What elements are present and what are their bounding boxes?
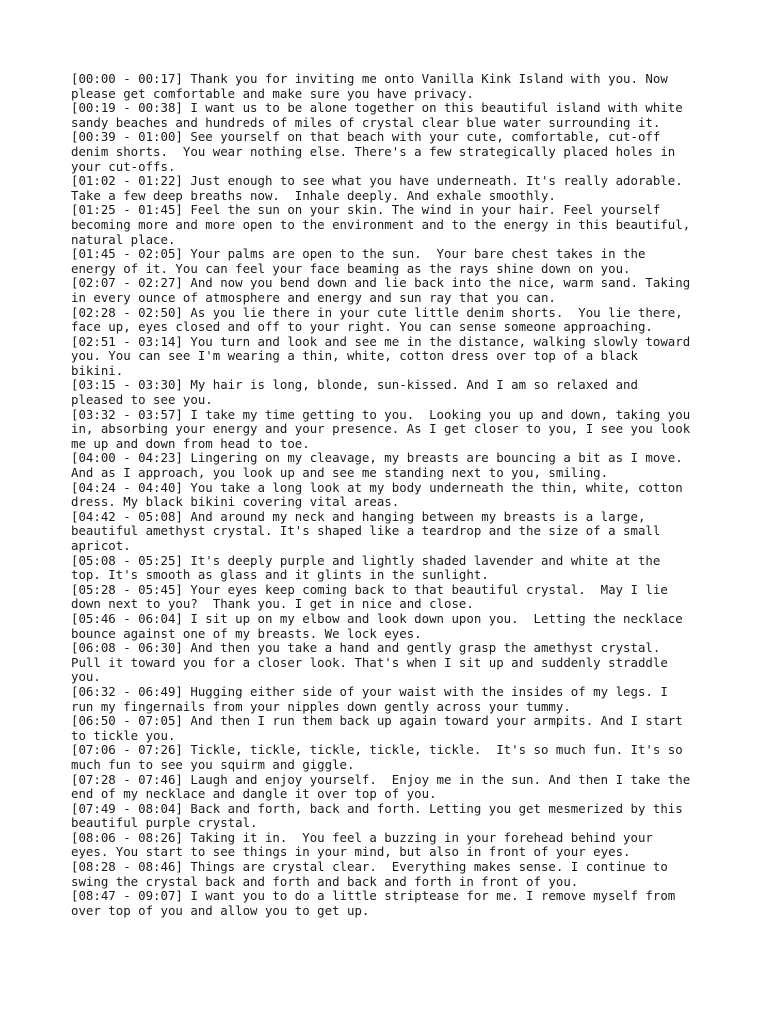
transcript-line: [01:02 - 01:22] Just enough to see what you have underneath. It's really adorable. <box>71 173 683 189</box>
transcript-line: [00:19 - 00:38] I want us to be alone together on this beautiful island with white <box>71 100 683 116</box>
transcript-line: And as I approach, you look up and see me standing next to you, smiling. <box>71 465 609 481</box>
transcript-line: sandy beaches and hundreds of miles of crystal clear blue water surrounding it. <box>71 114 661 130</box>
transcript-line: over top of you and allow you to get up. <box>71 902 370 918</box>
transcript-line: bounce against one of my breasts. We lock eyes. <box>71 625 422 641</box>
transcript-line: down next to you? Thank you. I get in nice and close. <box>71 596 474 612</box>
transcript-line: beautiful amethyst crystal. It's shaped like a teardrop and the size of a small <box>71 523 661 539</box>
transcript-text <box>71 72 711 918</box>
transcript-line: [04:00 - 04:23] Lingering on my cleavage, my breasts are bouncing a bit as I move. <box>71 450 683 466</box>
transcript-line: [05:28 - 05:45] Your eyes keep coming back to that beautiful crystal. May I lie <box>71 581 668 597</box>
transcript-line: energy of it. You can feel your face beaming as the rays shine down on you. <box>71 260 631 276</box>
transcript-line: [02:28 - 02:50] As you lie there in your cute little denim shorts. You lie there, <box>71 304 683 320</box>
transcript-line: to tickle you. <box>71 727 176 743</box>
transcript-line: [04:42 - 05:08] And around my neck and hanging between my breasts is a large, <box>71 508 646 524</box>
transcript-line: you. You can see I'm wearing a thin, white, cotton dress over top of a black <box>71 348 638 364</box>
transcript-line: apricot. <box>71 538 131 553</box>
transcript-line: [06:32 - 06:49] Hugging either side of your waist with the insides of my legs. I <box>71 683 668 699</box>
transcript-line: top. It's smooth as glass and it glints in the sunlight. <box>71 567 489 583</box>
transcript-line: [07:49 - 08:04] Back and forth, back and forth. Letting you get mesmerized by this <box>71 800 683 816</box>
transcript-line: [06:08 - 06:30] And then you take a hand and gently grasp the amethyst crystal. <box>71 640 661 656</box>
transcript-line: me up and down from head to toe. <box>71 435 310 451</box>
transcript-line: Take a few deep breaths now. Inhale deeply. And exhale smoothly. <box>71 187 556 203</box>
transcript-line: denim shorts. You wear nothing else. There's a few strategically placed holes in <box>71 143 676 159</box>
transcript-line: [00:39 - 01:00] See yourself on that beach with your cute, comfortable, cut-off <box>71 129 661 145</box>
transcript-line: pleased to see you. <box>71 392 213 408</box>
transcript-line: [01:45 - 02:05] Your palms are open to the sun. Your bare chest takes in the <box>71 246 646 262</box>
transcript-line: dress. My black bikini covering vital areas. <box>71 494 400 510</box>
transcript-line: in, absorbing your energy and your presence. As I get closer to you, I see you look <box>71 421 691 437</box>
transcript-line: in every ounce of atmosphere and energy and sun ray that you can. <box>71 289 556 305</box>
transcript-line: much fun to see you squirm and giggle. <box>71 756 355 772</box>
transcript-line: [04:24 - 04:40] You take a long look at my body underneath the thin, white, cotton <box>71 479 683 495</box>
transcript-line: end of my necklace and dangle it over top of you. <box>71 786 437 802</box>
transcript-line: bikini. <box>71 362 124 378</box>
transcript-line: run my fingernails from your nipples down gently across your tummy. <box>71 698 571 714</box>
transcript-line: eyes. You start to see things in your mind, but also in front of your eyes. <box>71 844 631 860</box>
transcript-line: please get comfortable and make sure you have privacy. <box>71 85 474 101</box>
transcript-line: becoming more and more open to the environment and to the energy in this beautiful, <box>71 216 691 232</box>
transcript-line: [02:07 - 02:27] And now you bend down and lie back into the nice, warm sand. Taking <box>71 275 691 291</box>
transcript-line: [08:28 - 08:46] Things are crystal clear. Everything makes sense. I continue to <box>71 859 668 875</box>
transcript-line: [07:06 - 07:26] Tickle, tickle, tickle, tickle, tickle. It's so much fun. It's so <box>71 742 683 758</box>
transcript-line: [03:32 - 03:57] I take my time getting to you. Looking you up and down, taking you <box>71 406 691 422</box>
transcript-line: [06:50 - 07:05] And then I run them back up again toward your armpits. And I start <box>71 713 683 729</box>
transcript-line: Pull it toward you for a closer look. That's when I sit up and suddenly straddle <box>71 654 668 670</box>
transcript-line: natural place. <box>71 231 176 247</box>
transcript-line: [07:28 - 07:46] Laugh and enjoy yourself. Enjoy me in the sun. And then I take the <box>71 771 691 787</box>
transcript-line: [05:46 - 06:04] I sit up on my elbow and look down upon you. Letting the necklace <box>71 610 683 626</box>
transcript-line: you. <box>71 669 101 685</box>
transcript-line: swing the crystal back and forth and back and forth in front of you. <box>71 873 579 889</box>
transcript-line: [00:00 - 00:17] Thank you for inviting me onto Vanilla Kink Island with you. Now <box>71 71 668 86</box>
transcript-line: [05:08 - 05:25] It's deeply purple and lightly shaded lavender and white at the <box>71 552 661 568</box>
transcript-line: [02:51 - 03:14] You turn and look and see me in the distance, walking slowly toward <box>71 333 691 349</box>
transcript-line: [08:06 - 08:26] Taking it in. You feel a buzzing in your forehead behind your <box>71 829 653 845</box>
transcript-line: your cut-offs. <box>71 158 176 174</box>
transcript-line: [08:47 - 09:07] I want you to do a little striptease for me. I remove myself from <box>71 888 676 904</box>
transcript-line: [01:25 - 01:45] Feel the sun on your skin. The wind in your hair. Feel yourself <box>71 202 661 218</box>
transcript-line: beautiful purple crystal. <box>71 815 258 831</box>
transcript-line: [03:15 - 03:30] My hair is long, blonde, sun-kissed. And I am so relaxed and <box>71 377 638 393</box>
transcript-line: face up, eyes closed and off to your right. You can sense someone approaching. <box>71 319 653 335</box>
